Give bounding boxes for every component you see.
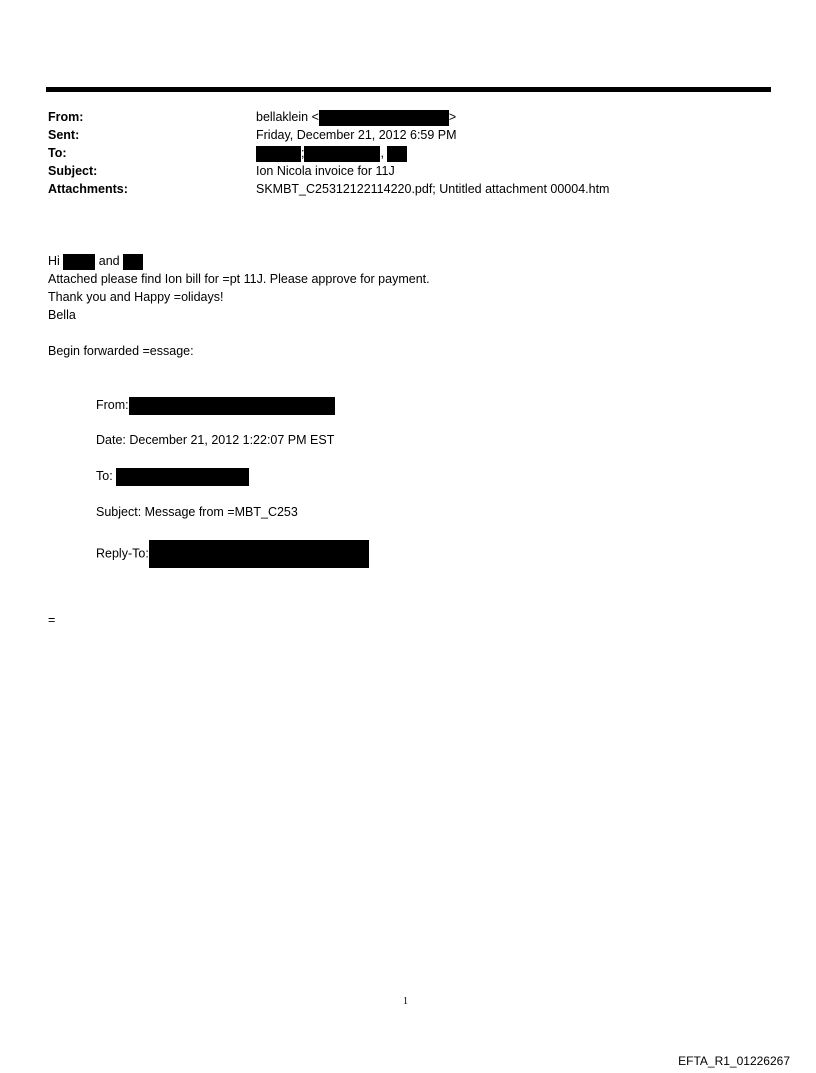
body-line-1: Attached please find Ion bill for =pt 11J. Please approve for payment. (48, 272, 430, 286)
from-value: bellaklein < > (256, 110, 457, 124)
from-label: From: (48, 110, 84, 124)
to-value: ; , (256, 144, 407, 162)
redaction-box (63, 254, 95, 270)
redaction-box (123, 254, 143, 270)
redaction-box (387, 146, 407, 162)
subject-label: Subject: (48, 164, 98, 178)
body-line-2: Thank you and Happy =olidays! (48, 290, 224, 304)
body-signature: Bella (48, 308, 76, 322)
fwd-replyto-row: Reply-To: (96, 540, 369, 568)
to-label: To: (48, 146, 67, 160)
attachments-value: SKMBT_C25312122114220.pdf; Untitled attachment 00004.htm (256, 182, 610, 196)
page-number: 1 (403, 996, 408, 1007)
top-rule (46, 87, 771, 92)
redaction-box (129, 397, 335, 415)
attachments-label: Attachments: (48, 182, 128, 196)
redaction-box (319, 110, 449, 126)
subject-value: Ion Nicola invoice for 11J (256, 164, 395, 178)
forward-intro: Begin forwarded =essage: (48, 344, 194, 358)
document-id: EFTA_R1_01226267 (678, 1054, 790, 1068)
sent-value: Friday, December 21, 2012 6:59 PM (256, 128, 457, 142)
fwd-subject-row: Subject: Message from =MBT_C253 (96, 505, 298, 519)
fwd-to-row: To: (96, 467, 249, 486)
fwd-from-row: From: (96, 396, 335, 415)
trailer-char: = (48, 613, 56, 627)
sent-label: Sent: (48, 128, 80, 142)
redaction-box (256, 146, 301, 162)
fwd-date-row: Date: December 21, 2012 1:22:07 PM EST (96, 433, 335, 447)
redaction-box (149, 540, 369, 568)
greeting-line: Hi and (48, 252, 143, 270)
redaction-box (116, 468, 249, 486)
redaction-box (304, 146, 380, 162)
